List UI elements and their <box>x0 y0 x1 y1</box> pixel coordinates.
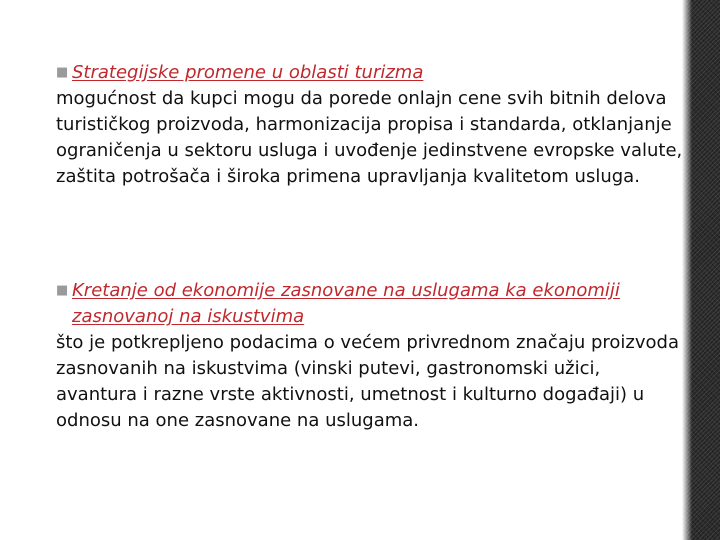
section-body-text: mogućnost da kupci mogu da porede onlajn cene svih bitnih delova turističkog proizvoda, harmonizacija propisa i standarda, otklanjanje ograničenja u sektoru usluga i uvođenje jedinstvene evropske valute, zaštita potrošača i široka primena upravljanja kvalitetom usluga. <box>56 88 683 187</box>
section-heading <box>58 278 686 330</box>
section-strategic-changes <box>56 60 686 190</box>
heading-text: Strategijske promene u oblasti turizma <box>72 62 424 83</box>
heading-text: Kretanje od ekonomije zasnovane na uslugama ka ekonomiji zasnovanoj na iskustvima <box>72 280 620 327</box>
decorative-edge-strip <box>682 0 720 540</box>
square-bullet-icon: ■ <box>56 65 69 80</box>
square-bullet-icon: ■ <box>56 283 69 298</box>
section-experience-economy <box>56 278 686 434</box>
section-heading <box>58 60 686 86</box>
section-body-text: što je potkrepljeno podacima o većem privrednom značaju proizvoda zasnovanih na iskustvima (vinski putevi, gastronomski užici, avantura i razne vrste aktivnosti, umetnost i kulturno događaji) u odnosu na one zasnovane na uslugama. <box>56 332 679 431</box>
